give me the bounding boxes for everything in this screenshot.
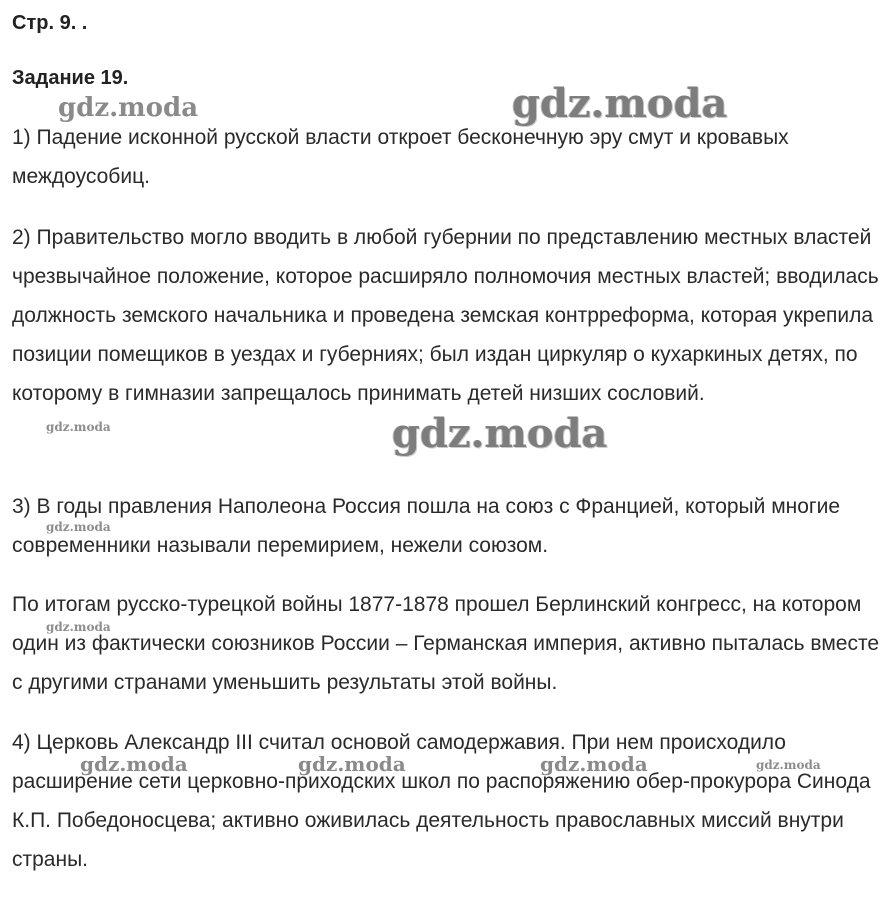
watermark-logo: gdz.moda xyxy=(298,752,406,776)
watermark-logo: gdz.moda xyxy=(46,620,111,634)
watermark-logo: gdz.moda xyxy=(392,410,608,457)
watermark-logo: gdz.moda xyxy=(58,93,199,123)
watermark-logo: gdz.moda xyxy=(756,758,821,772)
watermark-logo: gdz.moda xyxy=(80,752,188,776)
answer-paragraph-4: По итогам русско-турецкой войны 1877-1878 прошел Берлинский конгресс, на котором один из фактически союзников России – Германская империя, активно пыталась вместе с другими странами уменьшить результаты этой войны. xyxy=(12,593,880,694)
watermark-logo: gdz.moda xyxy=(512,80,728,127)
answer-paragraph-5: 4) Церковь Александр III считал основой самодержавия. При нем происходило расширение сети церковно-приходских школ по распоряжению обер-прокурора Синода К.П. Победоносцева; активно оживилась деятельность православных миссий внутри страны. xyxy=(12,731,871,871)
watermark-logo: gdz.moda xyxy=(46,520,111,534)
answer-paragraph-1: 1) Падение исконной русской власти откроет бесконечную эру смут и кровавых междоусобиц. xyxy=(12,126,789,188)
watermark-logo: gdz.moda xyxy=(46,420,111,434)
answer-paragraph-3: 3) В годы правления Наполеона Россия пошла на союз с Францией, который многие современники называли перемирием, нежели союзом. xyxy=(12,495,840,557)
answer-paragraph-2: 2) Правительство могло вводить в любой губернии по представлению местных властей чрезвычайное положение, которое расширяло полномочия местных властей; вводилась должность земского начальника и проведена земская контрреформа, которая укрепила позиции помещиков в уездах и губерниях; был издан циркуляр о кухаркиных детях, по которому в гимназии запрещалось принимать детей низших сословий. xyxy=(12,226,879,405)
watermark-logo: gdz.moda xyxy=(540,752,648,776)
page-number: Стр. 9. . xyxy=(12,12,88,34)
task-title: Задание 19. xyxy=(12,67,129,89)
